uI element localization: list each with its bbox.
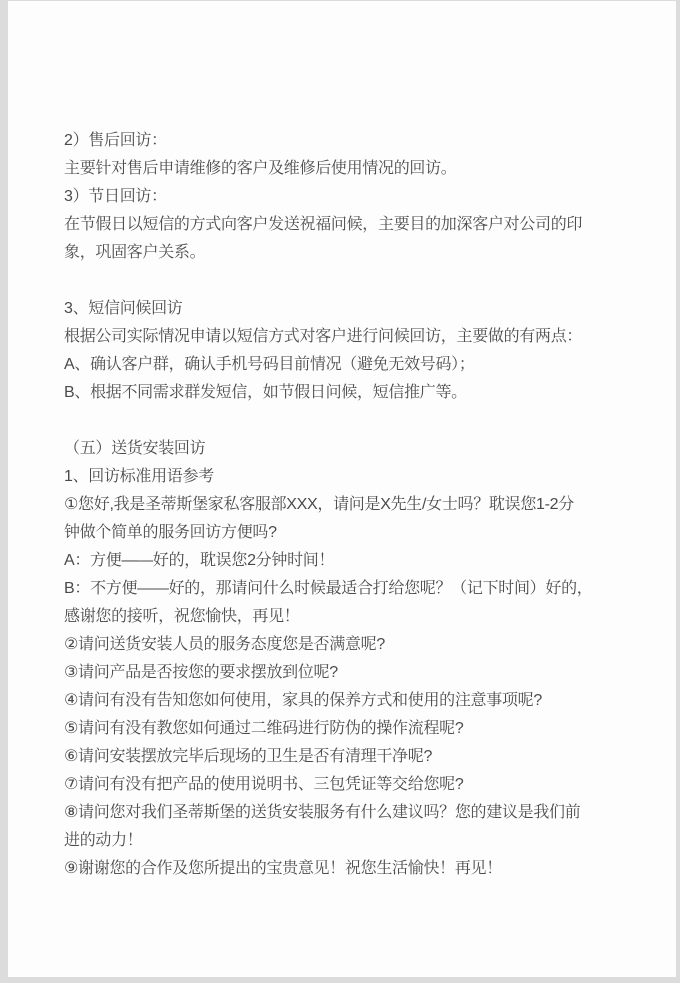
document-page: [8, 1, 676, 977]
text-line: 3、短信问候回访: [64, 300, 183, 317]
text-line: 感谢您的接听，祝您愉快，再见！: [64, 608, 300, 625]
text-line: B：不方便——好的，那请问什么时候最适合打给您呢？（记下时间）好的，: [64, 580, 593, 597]
text-line: ⑥请问安装摆放完毕后现场的卫生是否有清理干净呢?: [64, 748, 433, 765]
text-line: 主要针对售后申请维修的客户及维修后使用情况的回访。: [64, 160, 457, 177]
text-line: 根据公司实际情况申请以短信方式对客户进行问候回访，主要做的有两点：: [64, 328, 583, 345]
text-line: （五）送货安装回访: [64, 440, 206, 457]
text-line: ③请问产品是否按您的要求摆放到位呢?: [64, 664, 338, 681]
text-line: ⑧请问您对我们圣蒂斯堡的送货安装服务有什么建议吗？您的建议是我们前: [64, 804, 581, 821]
text-line: ⑦请问有没有把产品的使用说明书、三包凭证等交给您呢?: [64, 776, 464, 793]
text-line: B、根据不同需求群发短信，如节假日问候，短信推广等。: [64, 384, 467, 401]
text-line: ④请问有没有告知您如何使用，家具的保养方式和使用的注意事项呢?: [64, 692, 542, 709]
text-line: 3）节日回访：: [64, 188, 167, 205]
text-line: 钟做个简单的服务回访方便吗?: [64, 524, 277, 541]
document-content: [8, 1, 676, 883]
text-line: ⑤请问有没有教您如何通过二维码进行防伪的操作流程呢?: [64, 720, 464, 737]
text-line: 1、回访标准用语参考: [64, 468, 214, 485]
text-line: ②请问送货安装人员的服务态度您是否满意呢?: [64, 636, 385, 653]
text-line: 在节假日以短信的方式向客户发送祝福问候，主要目的加深客户对公司的印: [64, 216, 583, 233]
text-line: ⑨谢谢您的合作及您所提出的宝贵意见！祝您生活愉快！再见！: [64, 860, 502, 877]
text-line: 2）售后回访：: [64, 132, 167, 149]
text-line: 象，巩固客户关系。: [64, 244, 206, 261]
text-line: 进的动力！: [64, 832, 143, 849]
text-line: ①您好,我是圣蒂斯堡家私客服部XXX，请问是X先生/女士吗？耽误您1-2分: [64, 496, 574, 513]
text-line: A、确认客户群，确认手机号码目前情况（避免无效号码）；: [64, 356, 475, 373]
text-line: A：方便——好的，耽误您2分钟时间！: [64, 552, 335, 569]
